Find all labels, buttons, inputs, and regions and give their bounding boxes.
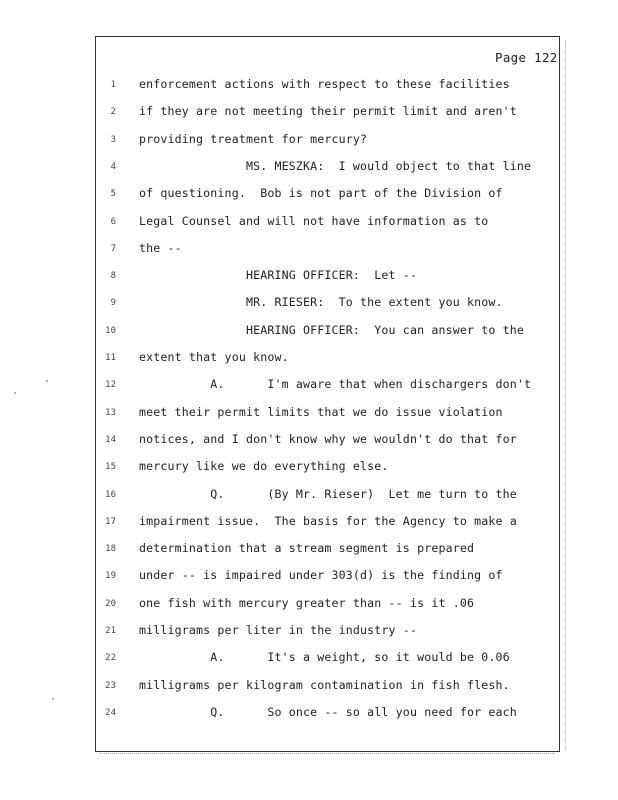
- line-number: 13: [105, 407, 116, 418]
- line-number: 16: [105, 489, 116, 500]
- line-number: 19: [105, 571, 116, 582]
- line-number: 9: [110, 298, 116, 309]
- line-number: 11: [105, 353, 116, 363]
- transcript-line: impairment issue. The basis for the Agency to make a: [139, 513, 517, 528]
- line-number: 4: [110, 161, 116, 172]
- scan-edge-marks: [555, 40, 566, 750]
- transcript-line: meet their permit limits that we do issue violation: [139, 404, 503, 419]
- transcript-line: under -- is impaired under 303(d) is the finding of: [139, 568, 503, 583]
- transcript-line: the --: [139, 240, 182, 255]
- transcript-line: mercury like we do everything else.: [139, 459, 389, 474]
- transcript-line: milligrams per kilogram contamination in fish flesh.: [139, 677, 510, 692]
- line-number: 8: [110, 271, 116, 282]
- scan-bottom-marks: [100, 753, 555, 757]
- transcript-line: Legal Counsel and will not have information as to: [139, 213, 489, 228]
- line-number: 23: [105, 680, 116, 691]
- scan-speck: [52, 698, 54, 700]
- line-number: 22: [105, 653, 116, 664]
- line-number: 2: [110, 107, 116, 118]
- line-number: 17: [105, 516, 116, 527]
- transcript-line: providing treatment for mercury?: [139, 131, 368, 146]
- line-number: 1: [110, 80, 116, 90]
- line-number: 20: [105, 598, 116, 609]
- line-number: 24: [105, 707, 116, 718]
- scan-speck: [46, 380, 48, 382]
- transcript-line: extent that you know.: [139, 350, 289, 364]
- transcript-line: Q. (By Mr. Rieser) Let me turn to the: [139, 486, 517, 501]
- transcript-line: one fish with mercury greater than -- is it .06: [139, 595, 475, 610]
- transcript-line: enforcement actions with respect to these facilities: [139, 77, 510, 91]
- transcript-line: notices, and I don't know why we wouldn't do that for: [139, 431, 517, 446]
- transcript-line: HEARING OFFICER: Let --: [139, 268, 418, 283]
- line-number: 10: [105, 325, 116, 336]
- line-number: 7: [110, 243, 116, 254]
- page-number: Page 122: [495, 50, 558, 65]
- line-number: 5: [110, 189, 116, 200]
- transcript-line: Q. So once -- so all you need for each: [139, 704, 517, 719]
- transcript-line: of questioning. Bob is not part of the Division of: [139, 186, 503, 201]
- scan-speck: [14, 392, 16, 394]
- transcript-line: MS. MESZKA: I would object to that line: [139, 158, 532, 173]
- transcript-line: determination that a stream segment is prepared: [139, 541, 475, 556]
- line-number: 12: [105, 380, 116, 391]
- transcript-line: HEARING OFFICER: You can answer to the: [139, 322, 525, 337]
- transcript-line: if they are not meeting their permit limit and aren't: [139, 104, 517, 119]
- line-number: 3: [110, 134, 116, 145]
- transcript-line: MR. RIESER: To the extent you know.: [139, 295, 503, 310]
- line-number: 6: [110, 216, 116, 227]
- transcript-line: A. I'm aware that when dischargers don't: [139, 377, 532, 392]
- line-number: 15: [105, 462, 116, 473]
- line-number: 14: [105, 434, 116, 445]
- line-number: 21: [105, 626, 116, 636]
- line-number: 18: [105, 544, 116, 555]
- transcript-line: milligrams per liter in the industry --: [139, 623, 418, 637]
- transcript-line: A. It's a weight, so it would be 0.06: [139, 650, 510, 665]
